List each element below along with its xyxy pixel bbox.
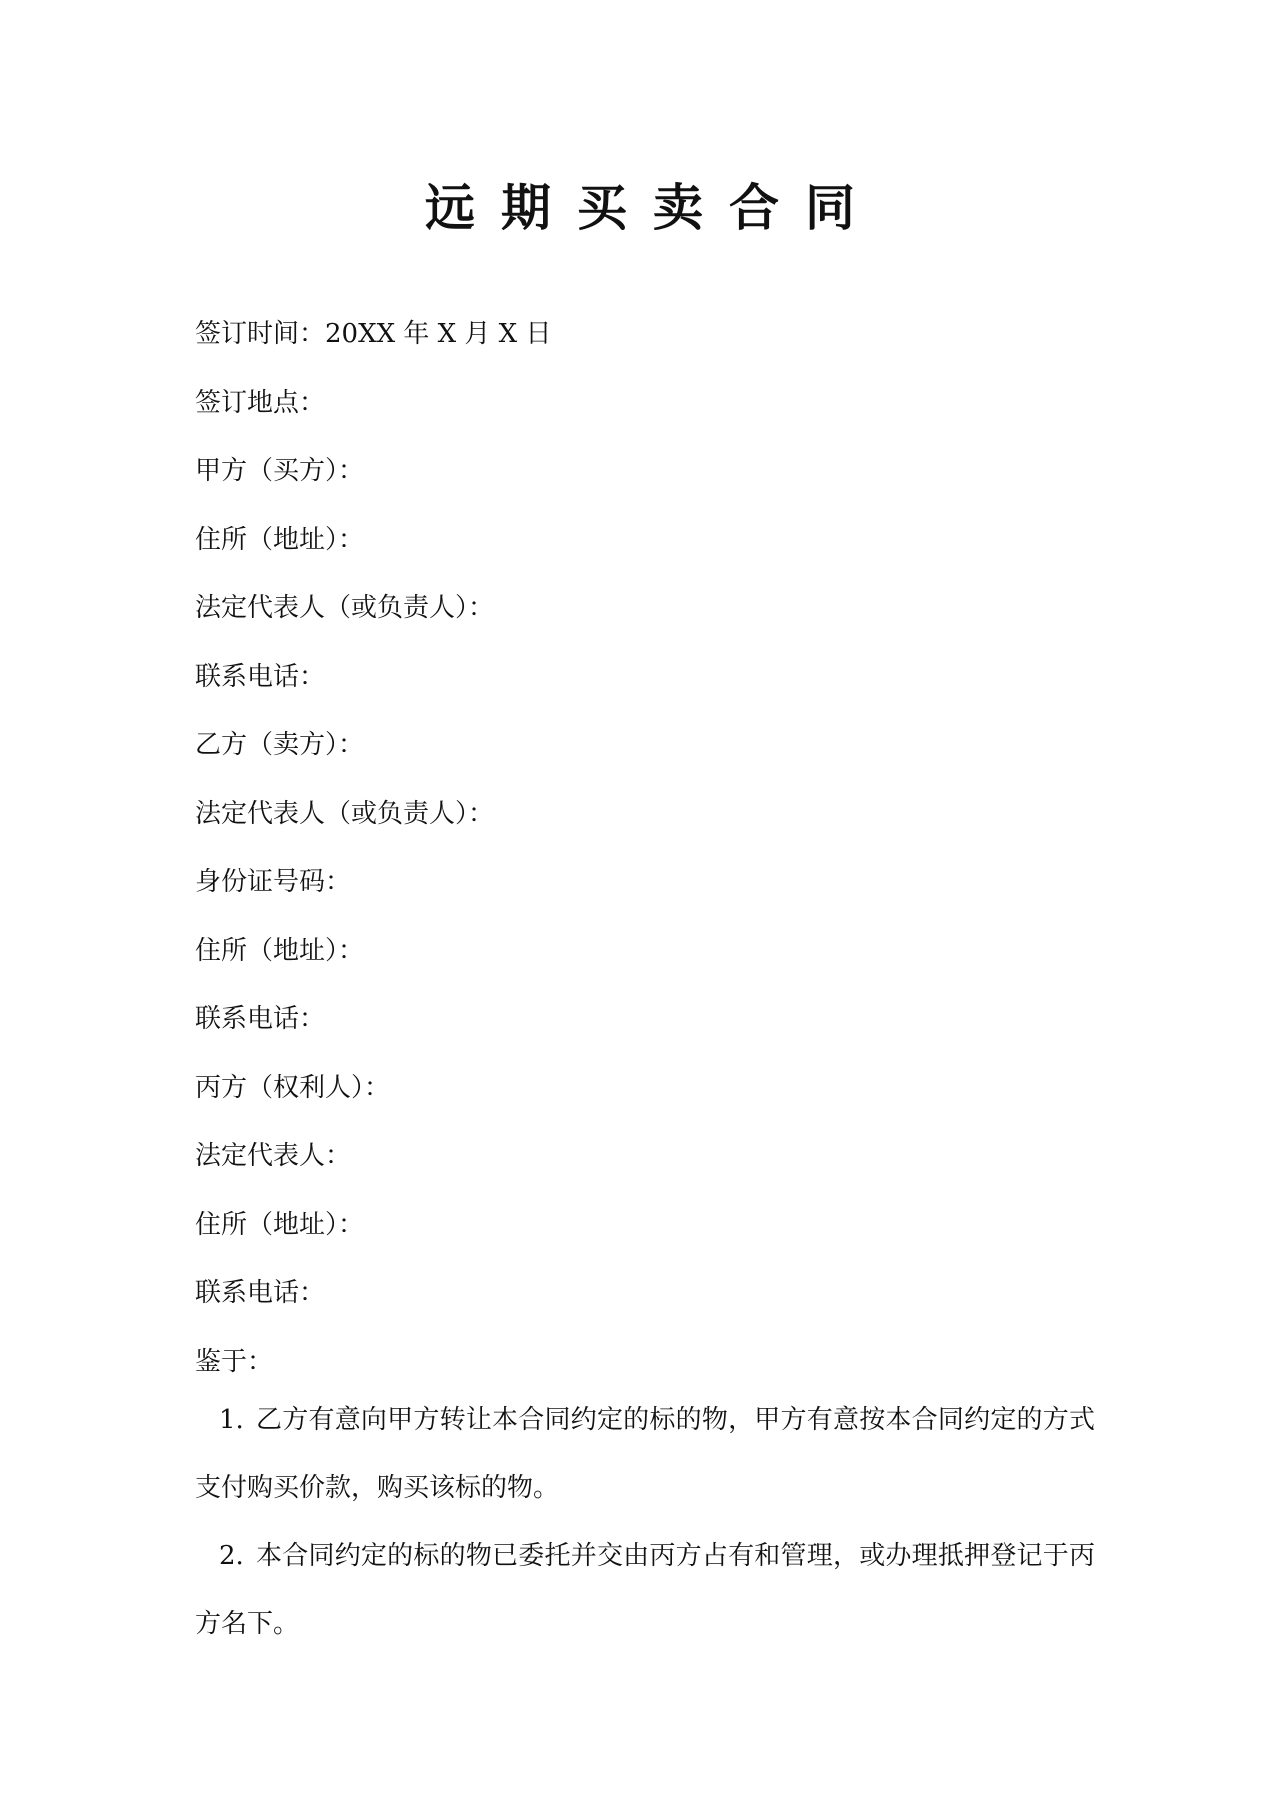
party-a-address: 住所（地址）： [195,524,365,555]
signing-place: 签订地点： [195,387,326,418]
clause-text: 乙方有意向甲方转让本合同约定的标的物，甲方有意按本合同约定的方式支付购买价款，购买该标的物。 [195,1405,1095,1503]
whereas-clauses [195,1386,1095,1658]
party-info-list [195,300,1095,1396]
clause-number: 1. [219,1405,244,1435]
party-c-right-holder: 丙方（权利人）： [195,1072,391,1103]
party-a-buyer: 甲方（买方）： [195,456,365,486]
whereas-clause-2 [195,1522,1095,1658]
party-c-address: 住所（地址）： [195,1209,365,1240]
party-a-phone: 联系电话： [195,661,326,692]
signing-date: 签订时间：20XX 年 X 月 X 日 [195,319,552,349]
whereas-clause-1 [195,1386,1095,1522]
party-c-phone: 联系电话： [195,1278,326,1308]
party-b-id-number: 身份证号码： [195,867,352,897]
document-title: 远期买卖合同 [425,178,881,237]
party-b-address: 住所（地址）： [195,935,365,966]
clause-text: 本合同约定的标的物已委托并交由丙方占有和管理，或办理抵押登记于丙方名下。 [195,1541,1095,1639]
whereas-heading: 鉴于： [195,1346,274,1377]
clause-number: 2. [219,1541,244,1571]
party-b-legal-rep: 法定代表人（或负责人）： [195,798,495,829]
party-c-legal-rep: 法定代表人： [195,1141,352,1171]
party-a-legal-rep: 法定代表人（或负责人）： [195,593,495,623]
party-b-seller: 乙方（卖方）： [195,730,365,760]
party-b-phone: 联系电话： [195,1004,326,1034]
